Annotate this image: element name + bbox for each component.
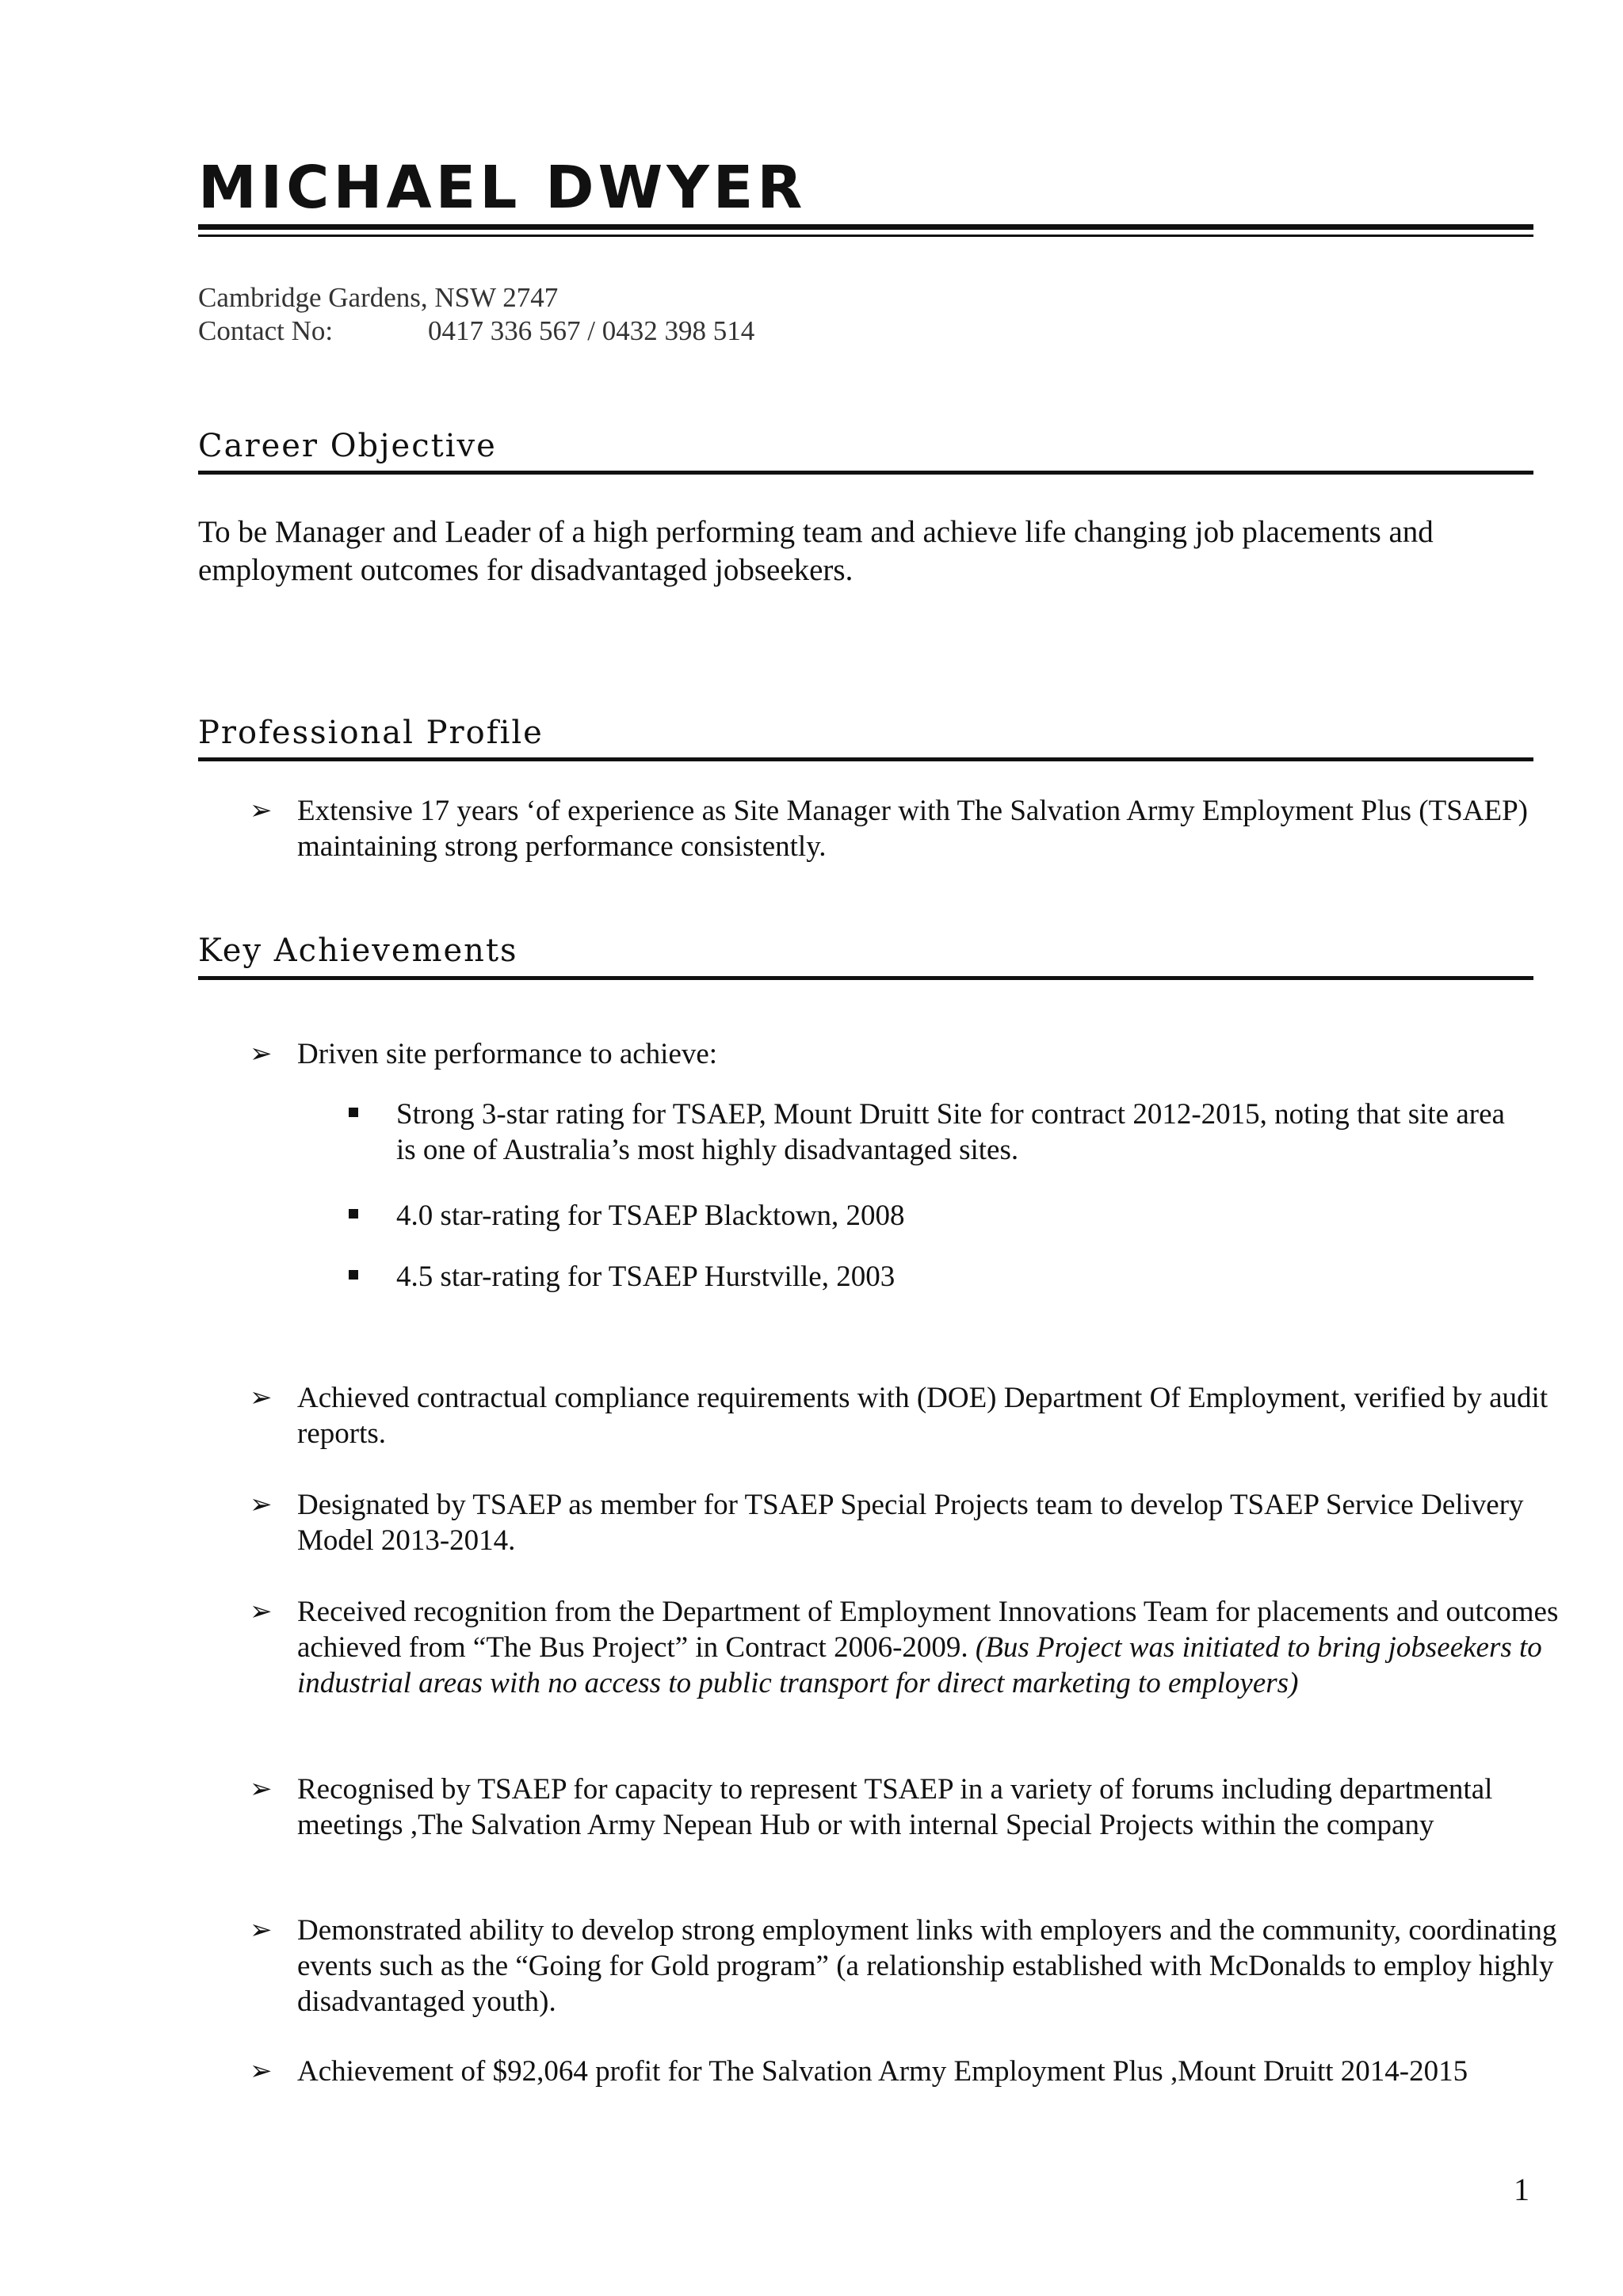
list-item: [250, 1594, 1597, 1701]
square-bullet-icon: [349, 1209, 358, 1219]
achievement-text: Recognised by TSAEP for capacity to represent TSAEP in a variety of forums including departmental meetings ,The Salvation Army Nepean Hub or with internal Special Projects within the company: [297, 1773, 1493, 1841]
arrowhead-bullet-icon: ➢: [250, 1382, 273, 1413]
contact-block: [198, 281, 754, 348]
arrowhead-bullet-icon: ➢: [250, 1489, 273, 1520]
list-item: [250, 2054, 1597, 2089]
achievement-note: (Bus Project was initiated to bring jobseekers to industrial areas with no access to public transport for direct marketing to employers): [297, 1631, 1542, 1699]
contact-phone: 0417 336 567 / 0432 398 514: [428, 315, 755, 346]
arrowhead-bullet-icon: ➢: [250, 2055, 273, 2087]
arrowhead-bullet-icon: ➢: [250, 1773, 273, 1805]
section-rule: [198, 757, 1533, 761]
square-bullet-icon: [349, 1108, 358, 1117]
achievement-text: Achieved contractual compliance requirements with (DOE) Department Of Employment, verified by audit reports.: [297, 1382, 1549, 1450]
address: Cambridge Gardens, NSW 2747: [198, 282, 559, 313]
sub-item-text: 4.0 star-rating for TSAEP Blacktown, 2008: [396, 1199, 905, 1232]
section-rule: [198, 976, 1533, 980]
profile-item-text: Extensive 17 years ‘of experience as Site Manager with The Salvation Army Employment Plus (TSAEP) maintaining strong performance consistently.: [297, 795, 1528, 863]
list-item: [250, 1380, 1597, 1451]
list-item: [250, 1913, 1597, 2019]
list-item: [250, 793, 1597, 864]
achievement-text: Designated by TSAEP as member for TSAEP Special Projects team to develop TSAEP Service Delivery Model 2013-2014.: [297, 1489, 1524, 1557]
achievement-text: Demonstrated ability to develop strong employment links with employers and the community, coordinating events such as the “Going for Gold program” (a relationship established with McDonalds to employ highly disadvantaged youth).: [297, 1914, 1557, 2018]
list-item: [250, 1487, 1597, 1558]
page-number: 1: [1514, 2172, 1529, 2207]
sub-item-text: 4.5 star-rating for TSAEP Hurstville, 2003: [396, 1261, 896, 1293]
square-bullet-icon: [349, 1270, 358, 1280]
contact-label: Contact No:: [198, 315, 334, 346]
sub-list-item: [396, 1259, 1506, 1295]
arrowhead-bullet-icon: ➢: [250, 1914, 273, 1946]
achievement-text: Achievement of $92,064 profit for The Salvation Army Employment Plus ,Mount Druitt 2014-2015: [297, 2055, 1468, 2088]
career-objective-text: To be Manager and Leader of a high performing team and achieve life changing job placements and employment outcomes for disadvantaged jobseekers.: [198, 515, 1434, 587]
list-item: [250, 1036, 1597, 1072]
section-title-key-achievements: Key Achievements: [198, 933, 518, 969]
achievement-text: Received recognition from the Department of Employment Innovations Team for placements and outcomes achieved from “The Bus Project” in Contract 2006-2009.: [297, 1596, 1559, 1664]
section-rule: [198, 471, 1533, 475]
arrowhead-bullet-icon: ➢: [250, 795, 273, 826]
arrowhead-bullet-icon: ➢: [250, 1038, 273, 1070]
header-double-rule: [198, 224, 1533, 237]
arrowhead-bullet-icon: ➢: [250, 1596, 273, 1627]
sub-list-item: [396, 1198, 1506, 1234]
section-title-professional-profile: Professional Profile: [198, 715, 544, 751]
sub-list-item: [396, 1097, 1506, 1168]
section-title-career-objective: Career Objective: [198, 428, 497, 464]
sub-item-text: Strong 3-star rating for TSAEP, Mount Druitt Site for contract 2012-2015, noting that site area is one of Australia’s most highly disadvantaged sites.: [396, 1098, 1505, 1166]
contact-row: [198, 315, 754, 348]
list-item: [250, 1772, 1597, 1843]
achievement-intro: Driven site performance to achieve:: [297, 1038, 718, 1070]
resume-name: MICHAEL DWYER: [198, 154, 807, 222]
